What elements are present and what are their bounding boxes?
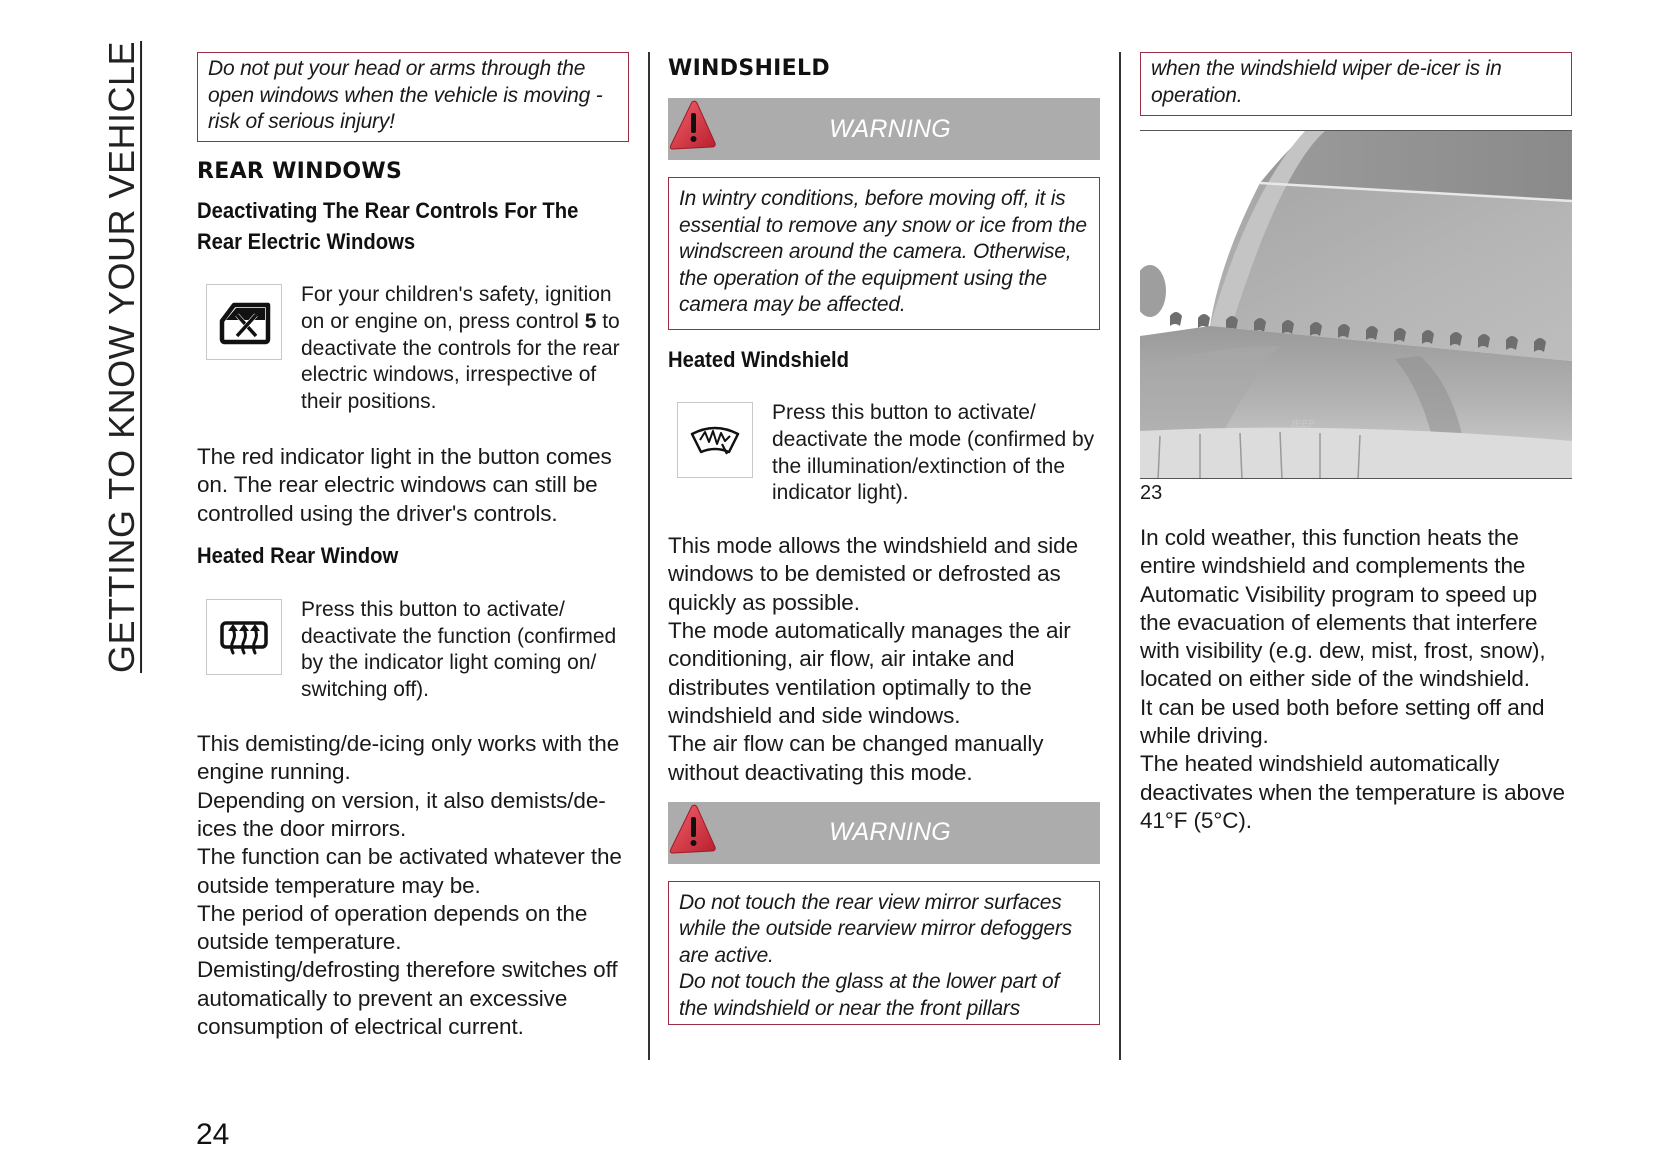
subsection-title-deactivating-rear-controls: Deactivating The Rear Controls For The Rear Electric Windows — [197, 198, 579, 254]
instruction-text-part: For your children's safety, ignition on or engine on, press control — [301, 283, 612, 333]
column-rear-windows — [197, 52, 629, 1041]
warning-text: when the windshield wiper de-icer is in operation. — [1151, 57, 1502, 107]
figure-windshield-illustration — [1140, 130, 1572, 479]
rear-controls-instruction — [301, 282, 629, 416]
warning-header-1 — [668, 98, 1100, 160]
warning-text: Do not touch the rear view mirror surfaces while the outside rearview mirror defoggers are active. — [679, 890, 1072, 967]
heated-windshield-icon — [677, 402, 753, 478]
paragraph: The air flow can be changed manually without deactivating this mode. — [668, 731, 1044, 785]
heated-rear-window-icon-row — [197, 597, 629, 704]
rear-defrost-icon — [206, 599, 282, 675]
paragraph: This mode allows the windshield and side windows to be demisted or defrosted as quickly as possible. — [668, 533, 1078, 615]
figure-caption: 23 — [1140, 482, 1163, 504]
paragraph: The heated windshield automatically deactivates when the temperature is above 41°F (5°C). — [1140, 751, 1565, 833]
section-title-rear-windows: REAR WINDOWS — [197, 159, 403, 184]
column-windshield — [668, 52, 1100, 1025]
warning-box-camera — [668, 177, 1100, 330]
heated-windshield-info-paragraphs — [1140, 524, 1572, 835]
paragraph: Demisting/defrosting therefore switches off automatically to prevent an excessive consumption of electrical current. — [197, 957, 618, 1040]
page-number: 24 — [196, 1118, 230, 1151]
subsection-title-heated-rear-window: Heated Rear Window — [197, 542, 399, 568]
heated-windshield-instruction: Press this button to activate/ deactivate the mode (confirmed by the illumination/extinction of the indicator light). — [772, 401, 1095, 505]
paragraph: This demisting/de-icing only works with the engine running. — [197, 731, 620, 785]
paragraph: It can be used both before setting off and while driving. — [1140, 694, 1545, 749]
caution-box-head-arms — [197, 52, 629, 142]
heated-rear-window-instruction: Press this button to activate/ deactivate the function (confirmed by the indicator light coming on/ switching off). — [301, 597, 617, 702]
paragraph: Depending on version, it also demists/de-ices the door mirrors. — [197, 787, 606, 841]
rear-controls-icon-row — [197, 282, 629, 416]
instruction-text-part: to deactivate the controls for the rear electric windows, irrespective of their positions. — [301, 309, 620, 414]
warning-label: WARNING — [829, 818, 951, 847]
heated-windshield-icon-row — [668, 400, 1100, 507]
warning-text: In wintry conditions, before moving off, it is essential to remove any snow or ice from the windscreen around the camera. Otherwise, the operation of the equipment using the camera may be affected. — [679, 187, 1087, 316]
svg-text:JEEP: JEEP — [1290, 419, 1316, 430]
paragraph: The red indicator light in the button comes on. The rear electric windows can still be controlled using the driver's controls. — [197, 443, 612, 526]
heated-rear-window-paragraphs — [197, 730, 629, 1041]
paragraph: The mode automatically manages the air conditioning, air flow, air intake and distributes ventilation optimally to the windshield and side windows. — [668, 618, 1071, 728]
paragraph: The period of operation depends on the outside temperature. — [197, 900, 588, 955]
paragraph: The function can be activated whatever the outside temperature may be. — [197, 844, 622, 898]
section-title-windshield: WINDSHIELD — [668, 56, 830, 81]
chapter-title-vertical — [100, 40, 144, 674]
subsection-title-heated-windshield: Heated Windshield — [668, 347, 849, 372]
paragraph: In cold weather, this function heats the entire windshield and complements the Automatic Visibility program to speed up the evacuation of elements that interfere with visibility (e.g. dew, mist, frost, snow), located on either side of the windshield. — [1140, 525, 1546, 692]
caution-text: Do not put your head or arms through the open windows when the vehicle is moving - risk of serious injury! — [208, 57, 603, 133]
heated-windshield-paragraphs — [668, 532, 1100, 787]
warning-box-mirrors — [668, 881, 1100, 1025]
warning-label: WARNING — [829, 114, 951, 143]
control-number: 5 — [584, 309, 597, 333]
vehicle-windshield-illustration — [1140, 131, 1572, 479]
column-divider-2 — [1119, 52, 1121, 1060]
warning-header-2 — [668, 802, 1100, 864]
warning-triangle-icon — [668, 99, 718, 151]
column-divider-1 — [648, 52, 650, 1060]
warning-box-continued — [1140, 52, 1572, 116]
chapter-title-text: GETTING TO KNOW YOUR VEHICLE — [101, 40, 143, 674]
column-heated-windshield-info — [1140, 52, 1572, 835]
rear-window-lock-icon — [206, 284, 282, 360]
warning-triangle-icon — [668, 803, 718, 855]
warning-text: Do not touch the glass at the lower part of the windshield or near the front pillars — [679, 970, 1060, 1020]
rear-controls-paragraph — [197, 443, 629, 528]
